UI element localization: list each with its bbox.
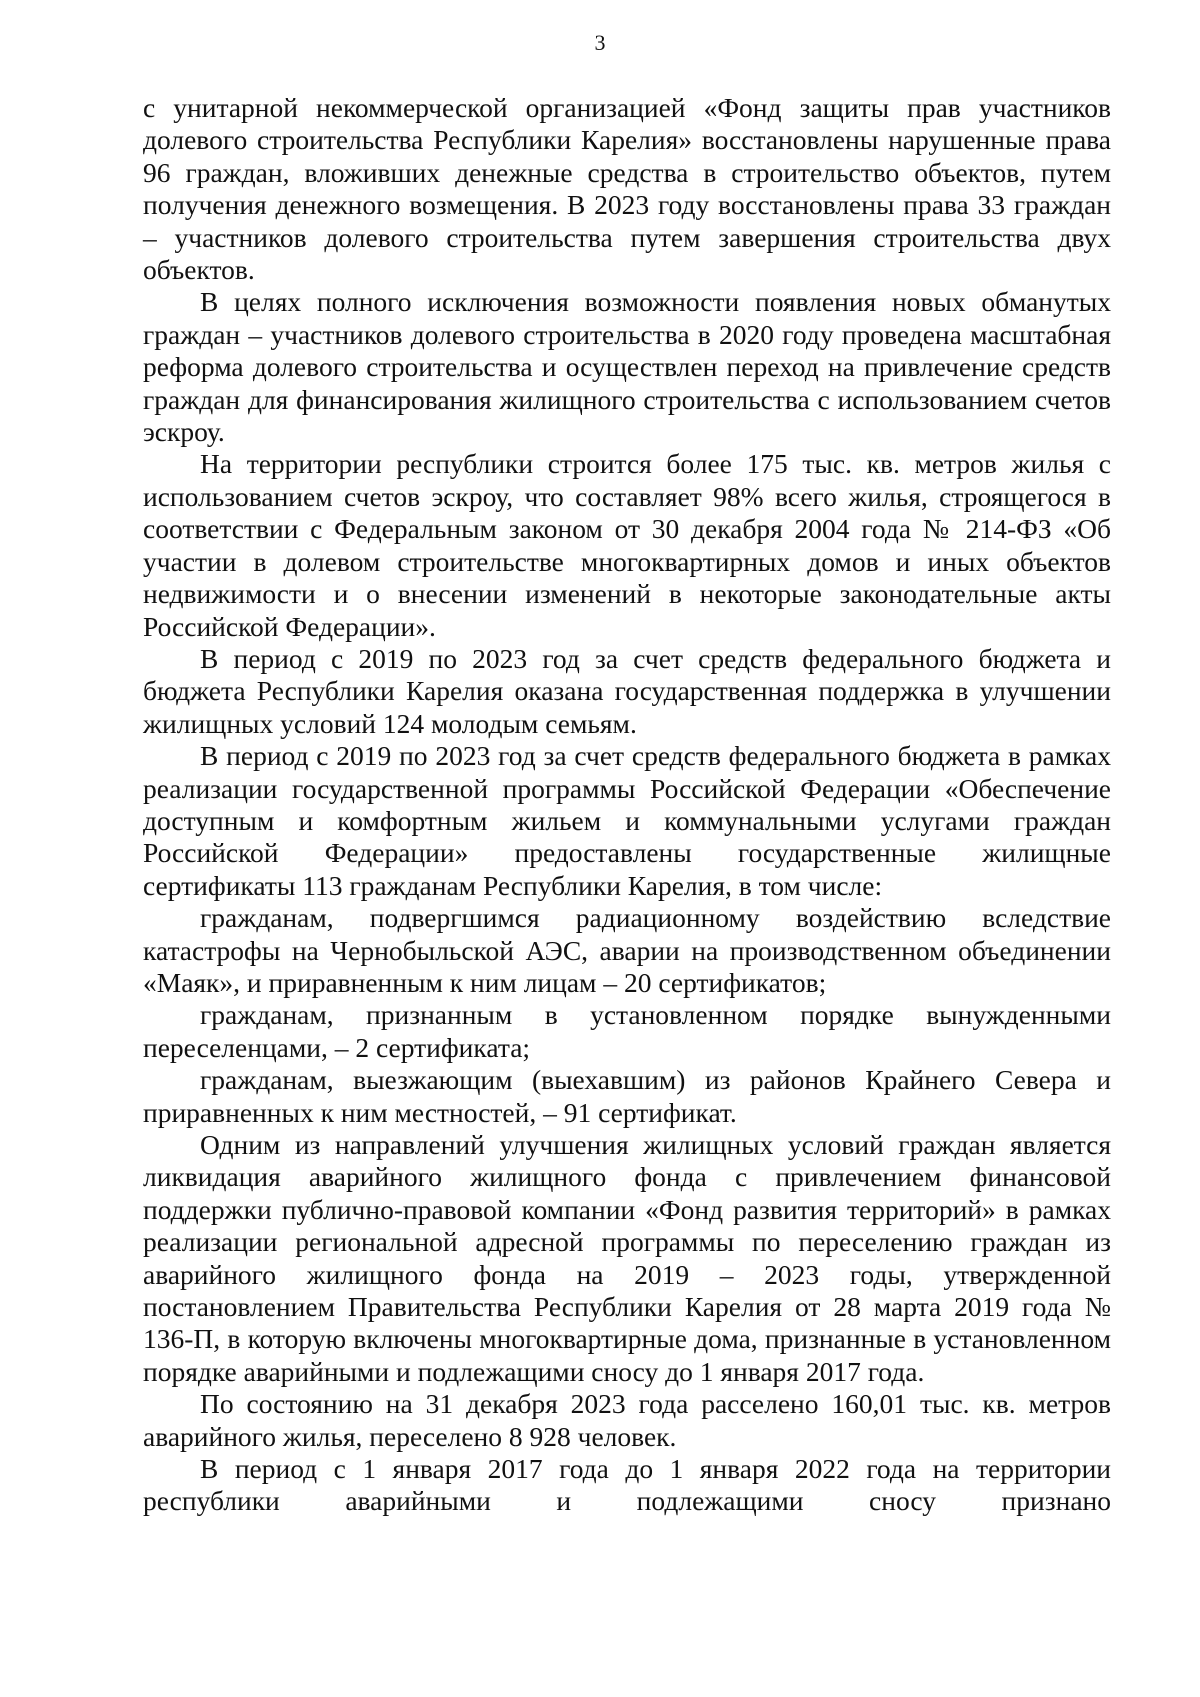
list-item-far-north: гражданам, выезжающим (выехавшим) из районов Крайнего Севера и приравненных к ним местностей, – 91 сертификат. — [143, 1064, 1111, 1128]
paragraph-escrow-reform: В целях полного исключения возможности появления новых обманутых граждан – участников долевого строительства в 2020 году проведена масштабная реформа долевого строительства и осуществлен переход на привлечение средств граждан для финансирования жилищного строительства с использованием счетов эскроу. — [143, 286, 1111, 448]
list-item-displaced: гражданам, признанным в установленном порядке вынужденными переселенцами, – 2 сертификата; — [143, 999, 1111, 1063]
paragraph-housing-certificates: В период с 2019 по 2023 год за счет средств федерального бюджета в рамках реализации государственной программы Российской Федерации «Обеспечение доступным и комфортным жильем и коммунальными услугами граждан Российской Федерации» предоставлены государственные жилищные сертификаты 113 гражданам Республики Карелия, в том числе: — [143, 740, 1111, 901]
paragraph-emergency-recognized: В период с 1 января 2017 года до 1 января 2022 года на территории республики аварийными и подлежащими сносу признано — [143, 1453, 1111, 1517]
paragraph-escrow-housing: На территории республики строится более 175 тыс. кв. метров жилья с использованием счетов эскроу, что составляет 98% всего жилья, строящегося в соответствии с Федеральным законом от 30 декабря 2004 года № 214-ФЗ «Об участии в долевом строительстве многоквартирных домов и иных объектов недвижимости и о внесении изменений в некоторые законодательные акты Российской Федерации». — [143, 448, 1111, 642]
list-item-radiation: гражданам, подвергшимся радиационному воздействию вследствие катастрофы на Чернобыльской АЭС, аварии на производственном объединении «Маяк», и приравненным к ним лицам – 20 сертификатов; — [143, 902, 1111, 998]
paragraph-young-families: В период с 2019 по 2023 год за счет средств федерального бюджета и бюджета Республики Карелия оказана государственная поддержка в улучшении жилищных условий 124 молодым семьям. — [143, 642, 1111, 739]
paragraph-resettlement-status: По состоянию на 31 декабря 2023 года расселено 160,01 тыс. кв. метров аварийного жилья, переселено 8 928 человек. — [143, 1388, 1111, 1452]
paragraph-emergency-housing: Одним из направлений улучшения жилищных условий граждан является ликвидация аварийного жилищного фонда с привлечением финансовой поддержки публично-правовой компании «Фонд развития территорий» в рамках реализации региональной адресной программы по переселению граждан из аварийного жилищного фонда на 2019 – 2023 годы, утвержденной постановлением Правительства Республики Карелия от 28 марта 2019 года № 136-П, в которую включены многоквартирные дома, признанные в установленном порядке аварийными и подлежащими сносу до 1 января 2017 года. — [143, 1129, 1111, 1387]
paragraph-continued: с унитарной некоммерческой организацией «Фонд защиты прав участников долевого строительства Республики Карелия» восстановлены нарушенные права 96 граждан, вложивших денежные средства в строительство объектов, путем получения денежного возмещения. В 2023 году восстановлены права 33 граждан – участников долевого строительства путем завершения строительства двух объектов. — [143, 92, 1111, 286]
document-body — [143, 92, 1111, 1518]
page-number: 3 — [594, 30, 606, 55]
